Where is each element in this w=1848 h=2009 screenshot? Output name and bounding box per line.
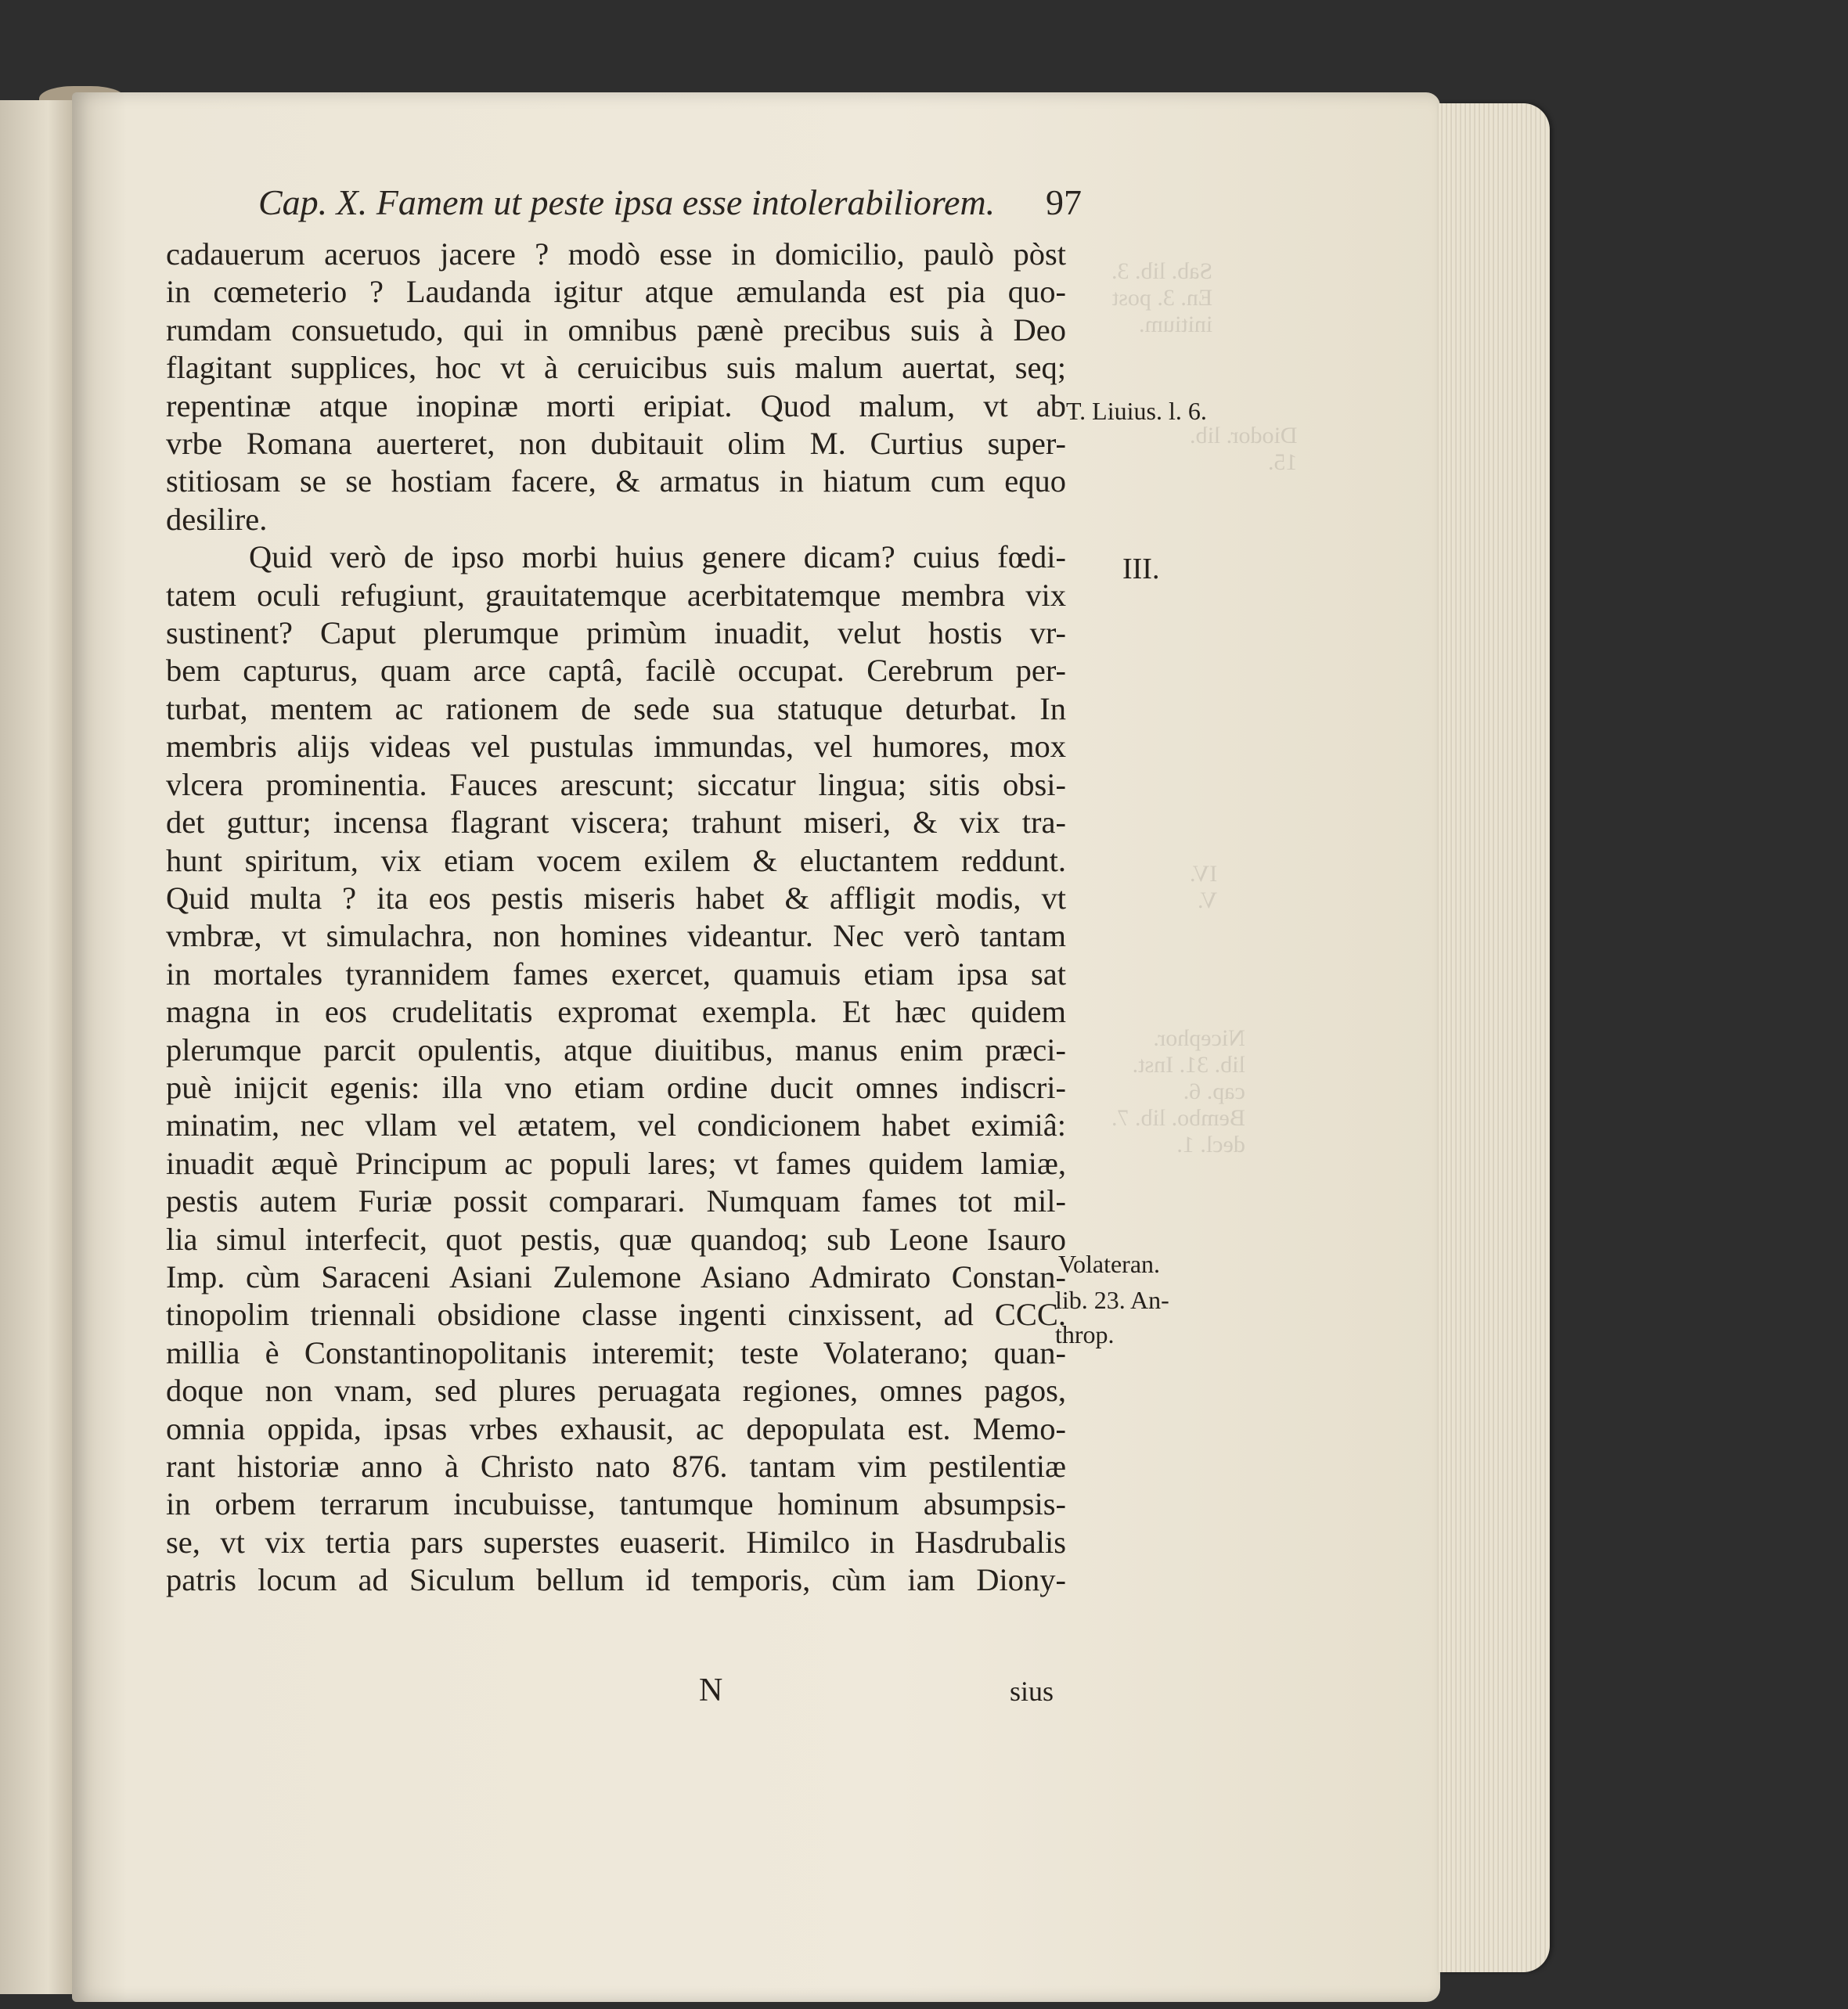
text-line: inuadit æquè Principum ac populi lares; vt fames quidem lamiæ, <box>166 1145 1066 1181</box>
margin-note-volateran: lib. 23. An- <box>1055 1286 1169 1314</box>
text-line: desilire. <box>166 501 268 537</box>
margin-note-volateran: throp. <box>1055 1320 1115 1348</box>
text-line: vmbræ, vt simulachra, non homines videantur. Nec verò tantam <box>166 918 1066 954</box>
margin-note-volateran: Volateran. <box>1058 1250 1161 1278</box>
margin-note-livius: T. Liuius. l. 6. <box>1066 397 1207 425</box>
page-number: 97 <box>1046 182 1082 222</box>
text-line: millia è Constantinopolitanis interemit; teste Volaterano; quan- <box>166 1334 1066 1370</box>
text-line: vlcera prominentia. Fauces arescunt; siccatur lingua; sitis obsi- <box>166 766 1066 802</box>
text-line: in orbem terrarum incubuisse, tantumque hominum absumpsis- <box>166 1486 1066 1522</box>
text-line: bem capturus, quam arce captâ, facilè occupat. Cerebrum per- <box>166 653 1066 689</box>
body-text <box>166 236 1066 1600</box>
running-header <box>258 182 1082 229</box>
catchword: sius <box>1010 1676 1054 1707</box>
text-line: stitiosam se se hostiam facere, & armatus in hiatum cum equo <box>166 463 1066 499</box>
text-line: plerumque parcit opulentis, atque diuitibus, manus enim præci- <box>166 1032 1066 1068</box>
running-title: Cap. X. Famem ut peste ipsa esse intolerabiliorem. <box>258 182 996 222</box>
page-edges <box>1439 103 1550 1972</box>
text-line: turbat, mentem ac rationem de sede sua statuque deturbat. In <box>166 690 1066 726</box>
show-through-note: Sab. lib. 3. En. 3. post initium. <box>1111 258 1213 337</box>
text-line: tatem oculi refugiunt, grauitatemque acerbitatemque membra vix <box>166 577 1066 613</box>
margin-note-section: III. <box>1122 553 1160 585</box>
signature-mark: N <box>699 1672 723 1708</box>
left-page-edge <box>0 100 80 1994</box>
text-line: cadauerum aceruos jacere ? modò esse in domicilio, paulò pòst <box>166 236 1066 272</box>
text-line: det guttur; incensa flagrant viscera; trahunt miseri, & vix tra- <box>166 805 1066 841</box>
text-line: repentinæ atque inopinæ morti eripiat. Quod malum, vt ab <box>166 387 1066 423</box>
text-line: pestis autem Furiæ possit comparari. Numquam fames tot mil- <box>166 1183 1066 1219</box>
text-line: Quid multa ? ita eos pestis miseris habet & affligit modis, vt <box>166 880 1066 916</box>
text-line: puè inijcit egenis: illa vno etiam ordine ducit omnes indiscri- <box>166 1069 1066 1105</box>
text-line: minatim, nec vllam vel ætatem, vel condicionem habet eximiâ: <box>166 1107 1066 1143</box>
text-line: Imp. cùm Saraceni Asiani Zulemone Asiano Admirato Constan- <box>166 1258 1066 1294</box>
text-line: doque non vnam, sed plures peruagata regiones, omnes pagos, <box>166 1373 1066 1409</box>
text-line: rumdam consuetudo, qui in omnibus pænè precibus suis à Deo <box>166 311 1066 347</box>
text-line: sustinent? Caput plerumque primùm inuadit, velut hostis vr- <box>166 615 1066 651</box>
show-through-note: IV. V. <box>1190 861 1218 913</box>
text-line: magna in eos crudelitatis expromat exempla. Et hæc quidem <box>166 994 1066 1030</box>
text-line: vrbe Romana auerteret, non dubitauit olim M. Curtius super- <box>166 426 1066 462</box>
text-line: flagitant supplices, hoc vt à ceruicibus suis malum auertat, seq; <box>166 350 1066 386</box>
text-line: omnia oppida, ipsas vrbes exhausit, ac depopulata est. Memo- <box>166 1410 1066 1446</box>
text-line: lia simul interfecit, quot pestis, quæ quandoq; sub Leone Isauro <box>166 1221 1066 1257</box>
text-line: in cœmeterio ? Laudanda igitur atque æmulanda est pia quo- <box>166 274 1066 310</box>
text-line: patris locum ad Siculum bellum id temporis, cùm iam Diony- <box>166 1562 1066 1598</box>
text-line: tinopolim triennali obsidione classe ingenti cinxissent, ad CCC. <box>166 1297 1066 1333</box>
show-through-note: Diodor. lib. 15. <box>1190 423 1298 475</box>
text-line: se, vt vix tertia pars superstes euaserit. Himilco in Hasdrubalis <box>166 1524 1066 1560</box>
text-line: membris alijs videas vel pustulas immundas, vel humores, mox <box>166 729 1066 765</box>
show-through-note: Nicephor. lib. 31. Inst. cap. 6. Bembo. lib. 7. decl. 1. <box>1111 1025 1245 1158</box>
text-line: in mortales tyrannidem fames exercet, quamuis etiam ipsa sat <box>166 956 1066 992</box>
text-line: hunt spiritum, vix etiam vocem exilem & eluctantem reddunt. <box>166 842 1066 878</box>
text-line: Quid verò de ipso morbi huius genere dicam? cuius fœdi- <box>249 539 1066 575</box>
text-line: rant historiæ anno à Christo nato 876. tantam vim pestilentiæ <box>166 1449 1066 1484</box>
